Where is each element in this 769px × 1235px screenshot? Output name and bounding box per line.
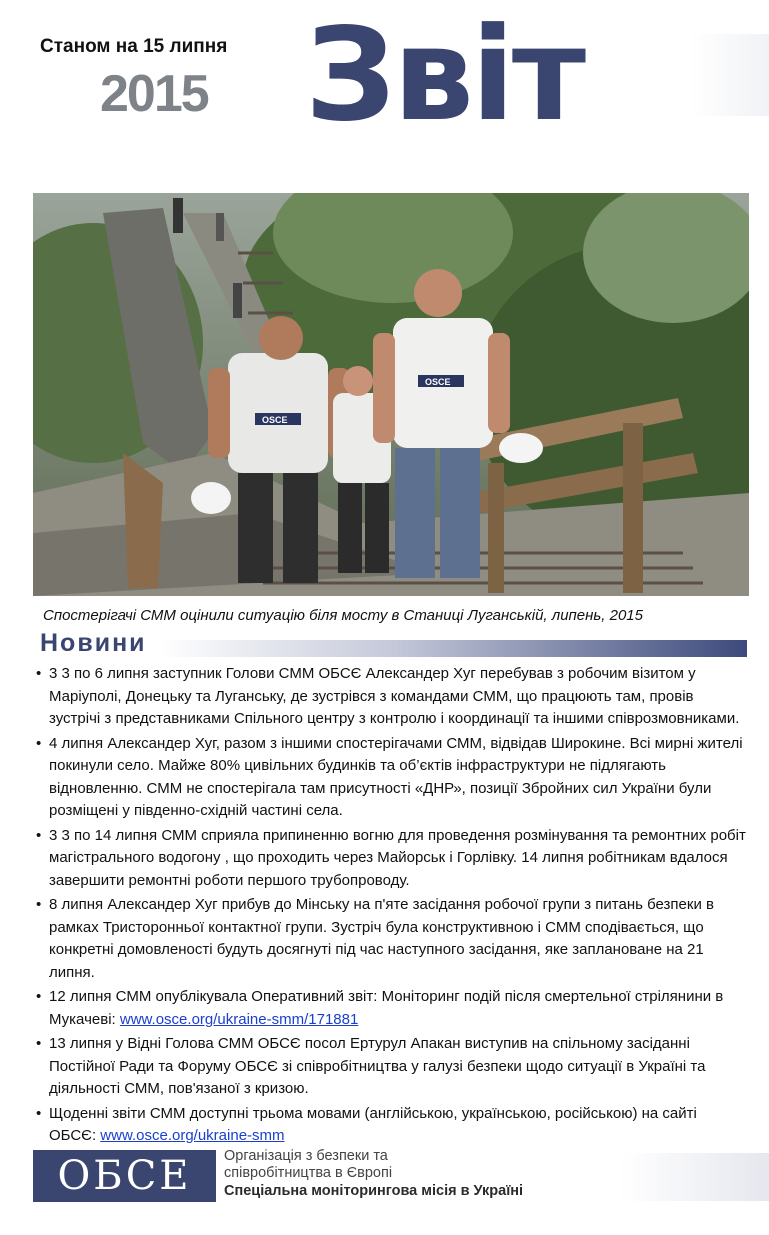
bullet-icon: •: [36, 1104, 42, 1122]
monitors-bridge-photo: [33, 193, 749, 596]
osce-logo: ОБСЕ: [33, 1150, 216, 1202]
vest-logo: OSCE: [425, 377, 451, 387]
news-item: [36, 825, 748, 893]
news-list: [36, 663, 748, 1150]
report-year: 2015: [100, 65, 208, 123]
bullet-icon: •: [36, 896, 42, 913]
news-item-text: 3 3 по 14 липня СММ сприяла припиненню вогню для проведення розмінування та ремонтних робіт магістрального водогону , що проходить через Майорськ і Горлівку. 14 липня робітникам вдалося завершити ремонтні роботи першого трубопроводу.: [49, 826, 746, 889]
news-item-text: 4 липня Александер Хуг, разом з іншими спостерігачами СММ, відвідав Широкине. Всі мирні жителі покинули село. Майже 80% цивільних будинків та об’єктів інфраструктури не підлягають відновленню. СММ не спостерігала там присутності «ДНР», позиції Збройних сил України були розміщені у південно-східній частині села.: [49, 734, 743, 819]
footer-mission-name: Спеціальна моніторингова місія в Україні: [224, 1183, 524, 1199]
news-item-text: 12 липня СММ опублікувала Оперативний звіт: Моніторинг подій після смертельної стрілянини в Мукачеві:: [49, 988, 724, 1028]
bullet-icon: •: [36, 734, 42, 752]
footer-line-2: співробітництва в Європі: [224, 1165, 393, 1181]
header-decoration: [690, 34, 769, 116]
news-item: [36, 1103, 748, 1148]
footer-org-name: [224, 1148, 523, 1200]
daily-reports-link[interactable]: www.osce.org/ukraine-smm: [100, 1127, 285, 1144]
bullet-icon: •: [36, 1035, 42, 1052]
news-item: [36, 663, 748, 731]
news-item-text: 3 3 по 6 липня заступник Голови СММ ОБСЄ Александер Хуг перебував з робочим візитом у Маріуполі, Донецьку та Луганську, де зустрівся з командами СММ, що працюють там, провів зустрічі з представниками Спільного центру з контролю і координації та іншими співрозмовниками.: [49, 665, 740, 727]
operational-report-link[interactable]: www.osce.org/ukraine-smm/171881: [119, 1010, 359, 1028]
footer-line-1: Організація з безпеки та: [224, 1148, 388, 1164]
news-item-text: 8 липня Александер Хуг прибув до Мінську на п'яте засідання робочої групи з питань безпеки в рамках Тристоронньої контактної групи. Зустріч була конструктивною і СММ сподівається, що конкретні домовленості будуть досягнуті під час наступного засідання, яке заплановане на 21 липня.: [49, 896, 714, 981]
bullet-icon: •: [36, 826, 42, 844]
report-date: Станом на 15 липня: [40, 36, 228, 57]
photo-caption: Спостерігачі СММ оцінили ситуацію біля мосту в Станиці Луганській, липень, 2015: [43, 607, 643, 624]
bullet-icon: •: [36, 665, 42, 682]
news-heading: Новини: [40, 629, 147, 657]
vest-logo: OSCE: [262, 415, 288, 425]
news-item: [36, 733, 748, 823]
footer-decoration: [620, 1153, 769, 1201]
report-title: Звіт: [305, 1, 583, 150]
news-item: [36, 894, 748, 984]
news-item: [36, 986, 748, 1031]
news-heading-bar: [160, 640, 747, 657]
bullet-icon: •: [36, 988, 42, 1005]
news-item-text: Щоденні звіти СММ доступні трьома мовами (англійською, українською, російською) на сайті ОБСЄ:: [49, 1104, 697, 1144]
news-item: [36, 1033, 748, 1101]
news-item-text: 13 липня у Відні Голова СММ ОБСЄ посол Ертурул Апакан виступив на спільному засіданні Постійної Ради та Форуму ОБСЄ зі співробітництва у галузі безпеки щодо ситуації в Україні та діяльності СММ, пов'язаної з кризою.: [49, 1035, 706, 1097]
